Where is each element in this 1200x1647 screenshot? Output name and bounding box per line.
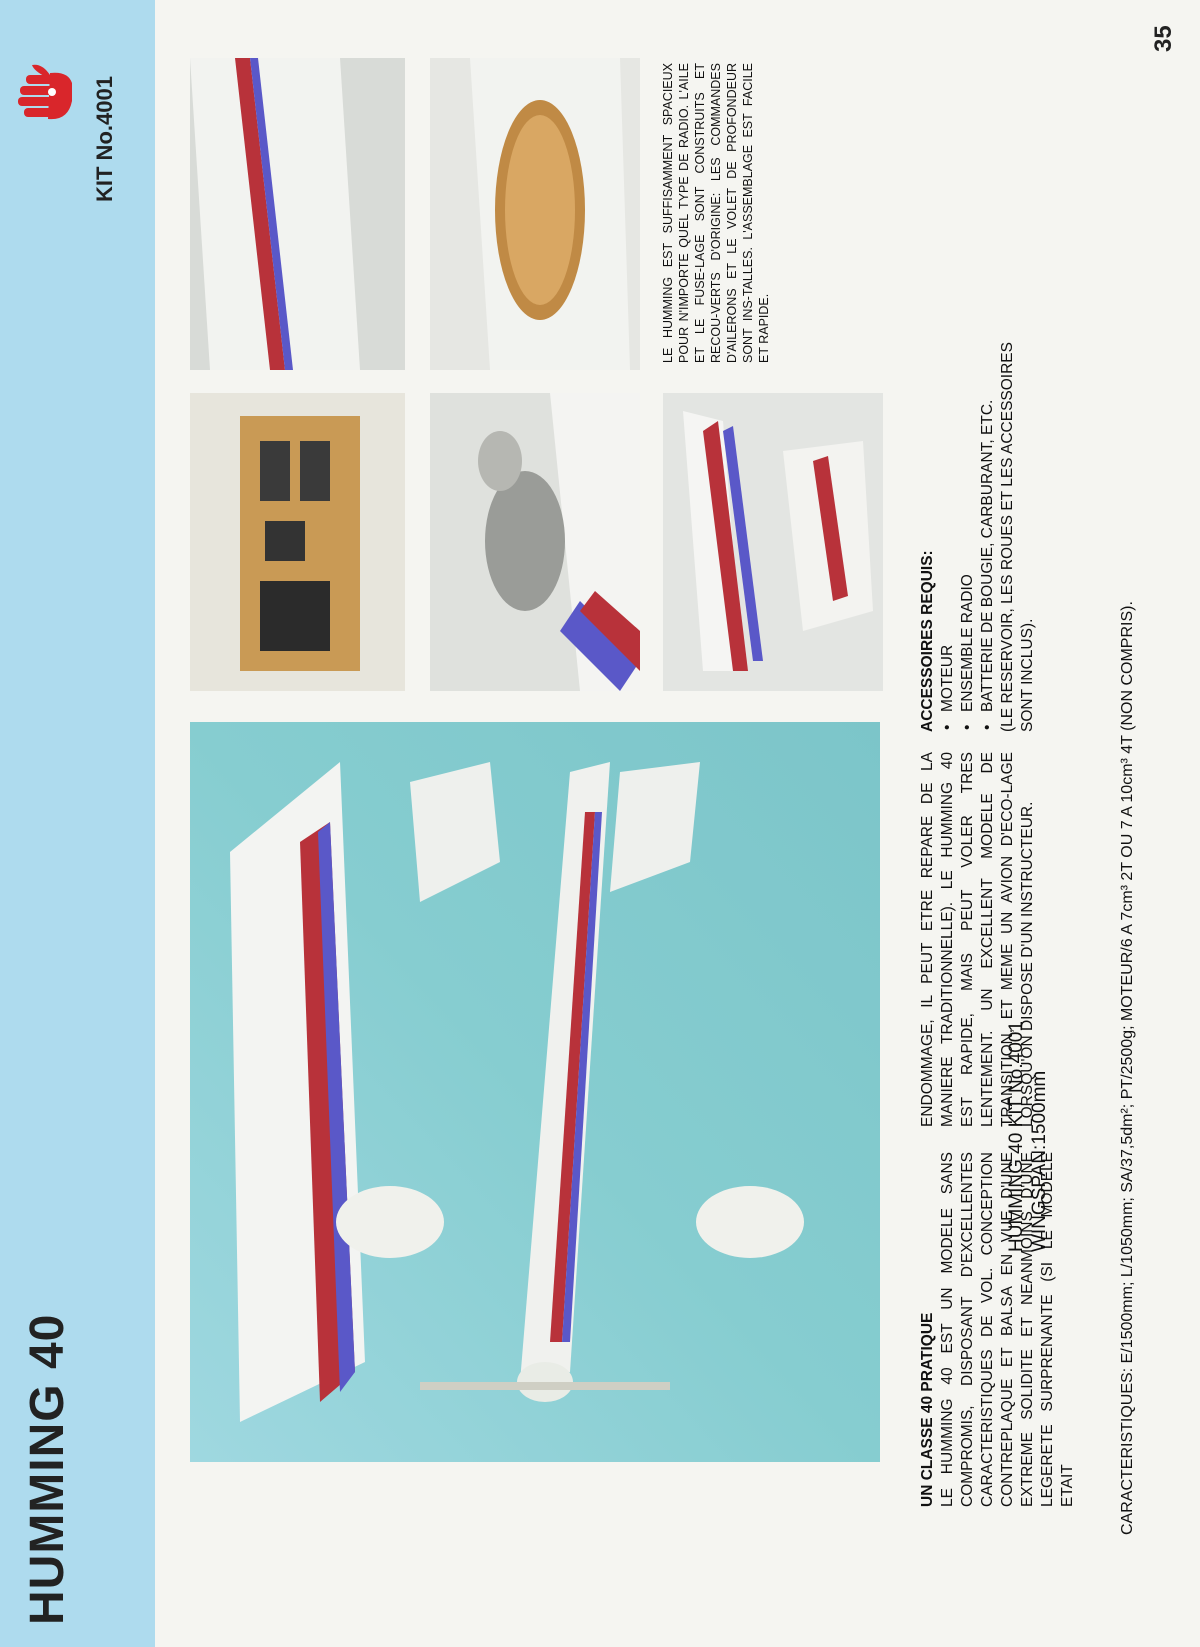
accessory-item: • MOTEUR: [938, 342, 958, 732]
photo-description: LE HUMMING EST SUFFISAMMENT SPACIEUX POUR N'IMPORTE QUEL TYPE DE RADIO. L'AILE ET LE FUSE-LAGE SONT CONSTRUITS ET RECOU-VERTS D'ORIGINE: LES COMMANDES D'AILERONS ET LE VOLET DE PROFONDEUR SONT INS-TALLES. L'ASSEMBLAGE EST FACILE ET RAPIDE.: [661, 63, 771, 363]
column-2-text: ENDOMMAGE, IL PEUT ETRE REPARE DE LA MANIERE TRADITIONNELLE). LE HUMMING 40 EST RAPIDE, MAIS PEUT VOLER TRES LENTEMENT. UN EXCELLENT MODELE DE TRANSITION, ET MEME UN AVION D'ECO-LAGE LORSQU'ON DISPOSE D'UN INSTRUCTEUR.: [919, 752, 1036, 1127]
caption-kit: HUMMING 40 KIT No.4001: [1006, 1021, 1027, 1252]
tail-illustration: [663, 393, 883, 691]
text-column-2: [918, 752, 1038, 1127]
section-heading: UN CLASSE 40 PRATIQUE: [919, 1312, 936, 1507]
tail-photo: [663, 393, 883, 691]
page-number: 35: [1150, 25, 1177, 52]
accessory-item: • BATTERIE DE BOUGIE, CARBURANT, ETC.: [978, 342, 998, 732]
wing-illustration: [190, 58, 405, 370]
accessories-column: [918, 342, 1038, 732]
accessories-list: [938, 342, 998, 732]
wing-photo: [190, 58, 405, 370]
radio-compartment-illustration: [190, 393, 405, 691]
engine-illustration: [430, 393, 640, 691]
accessories-note: (LE RESERVOIR, LES ROUES ET LES ACCESSOIRES SONT INCLUS).: [999, 342, 1036, 732]
hand-logo-icon: [10, 59, 78, 127]
page-title: HUMMING 40: [21, 1313, 74, 1625]
accessory-item: • ENSEMBLE RADIO: [958, 342, 978, 732]
specifications: CARACTERISTIQUES: E/1500mm; L/1050mm; SA/37,5dm²; PT/2500g; MOTEUR/6 A 7cm³ 2T OU 7 A 10cm³ 4T (NON COMPRIS).: [1119, 601, 1136, 1535]
accessories-heading: ACCESSOIRES REQUIS:: [919, 550, 936, 732]
fuselage-hatch-illustration: [430, 58, 640, 370]
radio-compartment-photo: [190, 393, 405, 691]
engine-photo: [430, 393, 640, 691]
kit-number: KIT No.4001: [92, 76, 117, 202]
caption-wingspan: WINGSPAN:1500mm: [1029, 1070, 1050, 1252]
airplane-illustration: [190, 722, 880, 1462]
text-column-1: [918, 1152, 1078, 1507]
column-1-text: LE HUMMING 40 EST UN MODELE SANS COMPROMIS, DISPOSANT D'EXCELLENTES CARACTERISTIQUES DE VOL. CONCEPTION CONTREPLAQUE ET BALSA EN VUE D'UNE EXTREME SOLIDITE ET NEANMOINS D'UNE LEGERETE SURPRENANTE (SI LE MODELE ETAIT: [939, 1152, 1076, 1507]
fuselage-hatch-photo: [430, 58, 640, 370]
